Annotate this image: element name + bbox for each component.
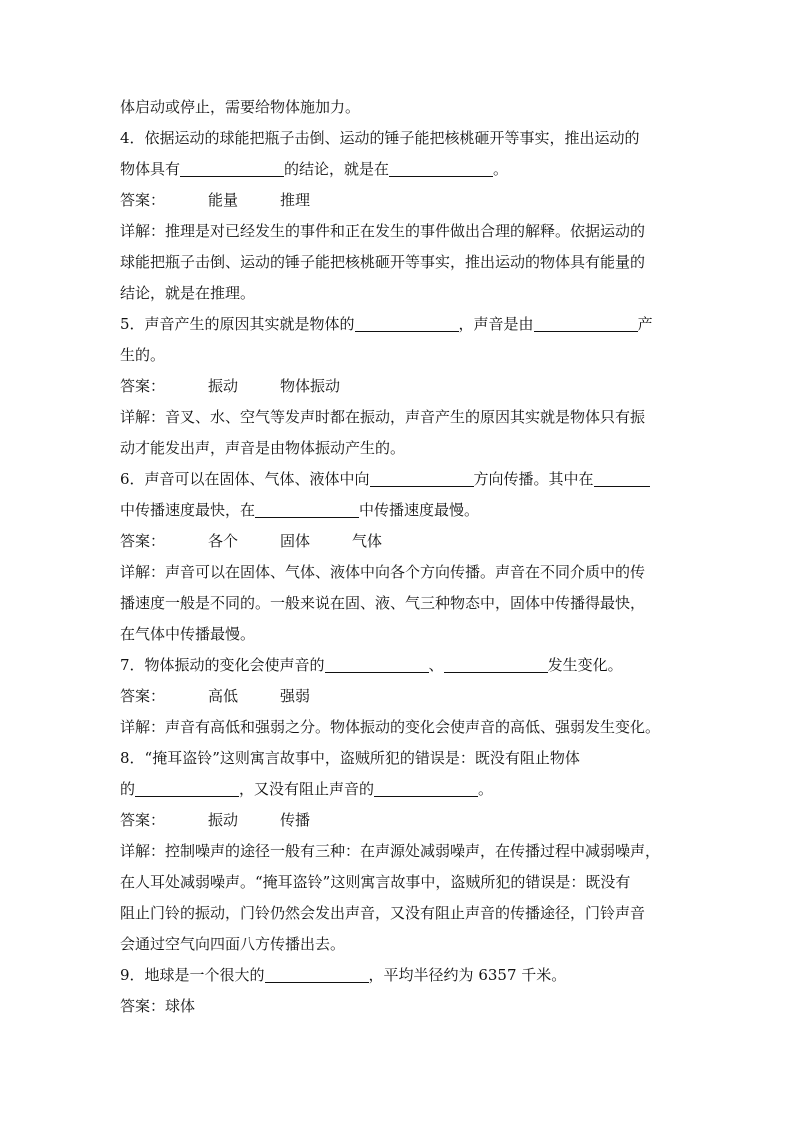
q5-blank-2	[534, 315, 638, 332]
answer-item: 振动	[208, 811, 239, 829]
q6-blank-1	[370, 470, 474, 487]
q9-blank-1	[265, 966, 369, 983]
q7-text-part: 、	[428, 656, 444, 674]
q8-text-part: 。	[478, 780, 494, 798]
q6-text-line2	[120, 495, 680, 526]
q6-blank-2	[594, 470, 650, 487]
answer-label: 答案：	[120, 811, 166, 829]
q5-explain-line: 详解：音叉、水、空气等发声时都在振动，声音产生的原因其实就是物体只有振	[120, 408, 646, 426]
q6-text-part: 方向传播。其中在	[473, 470, 594, 488]
q5-explain-line: 动才能发出声，声音是由物体振动产生的。	[120, 439, 406, 457]
q6-text-line1	[120, 464, 680, 495]
q4-text-line1: 4．依据运动的球能把瓶子击倒、运动的锤子能把核桃砸开等事实，推出运动的	[120, 129, 640, 147]
q5-text-part: 产	[637, 315, 653, 333]
q7-text-line1	[120, 650, 680, 681]
q6-explain-line: 详解：声音可以在固体、气体、液体中向各个方向传播。声音在不同介质中的传	[120, 563, 646, 581]
q8-explain-line: 会通过空气向四面八方传播出去。	[120, 935, 346, 953]
q7-explain-line: 详解：声音有高低和强弱之分。物体振动的变化会使声音的高低、强弱发生变化。	[120, 718, 661, 736]
q6-blank-3	[255, 501, 359, 518]
q4-text-part: 物体具有	[120, 160, 181, 178]
q8-blank-2	[374, 780, 478, 797]
q9-text-part: ，平均半径约为 6357 千米。	[368, 966, 567, 984]
answer-label: 答案：	[120, 377, 166, 395]
q8-text-part: ，又没有阻止声音的	[239, 780, 375, 798]
q8-text-part: 的	[120, 780, 136, 798]
q5-text-line1	[120, 309, 680, 340]
q3-tail-text: 体启动或停止，需要给物体施加力。	[120, 98, 361, 116]
q7-blank-1	[325, 656, 429, 673]
document-page	[120, 92, 680, 1022]
answer-item: 高低	[208, 687, 239, 705]
answer-label: 答案：	[120, 532, 166, 550]
answer-item: 强弱	[280, 687, 311, 705]
q4-explain-line: 结论，就是在推理。	[120, 284, 256, 302]
q7-text-part: 7．物体振动的变化会使声音的	[120, 656, 325, 674]
q8-blank-1	[135, 780, 239, 797]
answer-item: 能量	[208, 191, 239, 209]
q6-text-part: 中传播速度最慢。	[359, 501, 480, 519]
answer-item: 气体	[352, 532, 383, 550]
q9-text-part: 9．地球是一个很大的	[120, 966, 265, 984]
q4-explain-line: 球能把瓶子击倒、运动的锤子能把核桃砸开等事实，推出运动的物体具有能量的	[120, 253, 646, 271]
q6-text-part: 6．声音可以在固体、气体、液体中向	[120, 470, 370, 488]
answer-label: 答案：	[120, 687, 166, 705]
answer-item: 物体振动	[280, 377, 341, 395]
q4-blank-2	[389, 160, 493, 177]
q9-answer: 答案：球体	[120, 997, 196, 1015]
q4-blank-1	[180, 160, 284, 177]
answer-item: 各个	[208, 532, 239, 550]
q4-text-line2	[120, 154, 680, 185]
q7-text-part: 发生变化。	[547, 656, 623, 674]
q8-text-line2	[120, 774, 680, 805]
q4-explain-line: 详解：推理是对已经发生的事件和正在发生的事件做出合理的解释。依据运动的	[120, 222, 646, 240]
q9-text-line1	[120, 960, 680, 991]
answer-item: 传播	[280, 811, 311, 829]
q8-answer	[120, 805, 680, 836]
q4-text-part: 。	[493, 160, 509, 178]
q6-explain-line: 播速度一般是不同的。一般来说在固、液、气三种物态中，固体中传播得最快，	[120, 594, 646, 612]
q7-blank-2	[444, 656, 548, 673]
answer-item: 振动	[208, 377, 239, 395]
q6-answer	[120, 526, 680, 557]
answer-label: 答案：	[120, 191, 166, 209]
q8-explain-line: 详解：控制噪声的途径一般有三种：在声源处减弱噪声，在传播过程中减弱噪声，	[120, 842, 661, 860]
q5-text-line2: 生的。	[120, 346, 166, 364]
q8-explain-line: 阻止门铃的振动，门铃仍然会发出声音，又没有阻止声音的传播途径，门铃声音	[120, 904, 646, 922]
q5-blank-1	[355, 315, 459, 332]
answer-item: 推理	[280, 191, 311, 209]
q4-answer	[120, 185, 680, 216]
q4-text-part: 的结论，就是在	[284, 160, 390, 178]
q5-answer	[120, 371, 680, 402]
q8-explain-line: 在人耳处减弱噪声。“掩耳盗铃”这则寓言故事中，盗贼所犯的错误是：既没有	[120, 873, 631, 891]
q6-explain-line: 在气体中传播最慢。	[120, 625, 256, 643]
answer-item: 固体	[280, 532, 311, 550]
q5-text-part: 5．声音产生的原因其实就是物体的	[120, 315, 355, 333]
q8-text-line1: 8．“掩耳盗铃”这则寓言故事中，盗贼所犯的错误是：既没有阻止物体	[120, 749, 580, 767]
q6-text-part: 中传播速度最快，在	[120, 501, 256, 519]
q5-text-part: ，声音是由	[458, 315, 534, 333]
q7-answer	[120, 681, 680, 712]
